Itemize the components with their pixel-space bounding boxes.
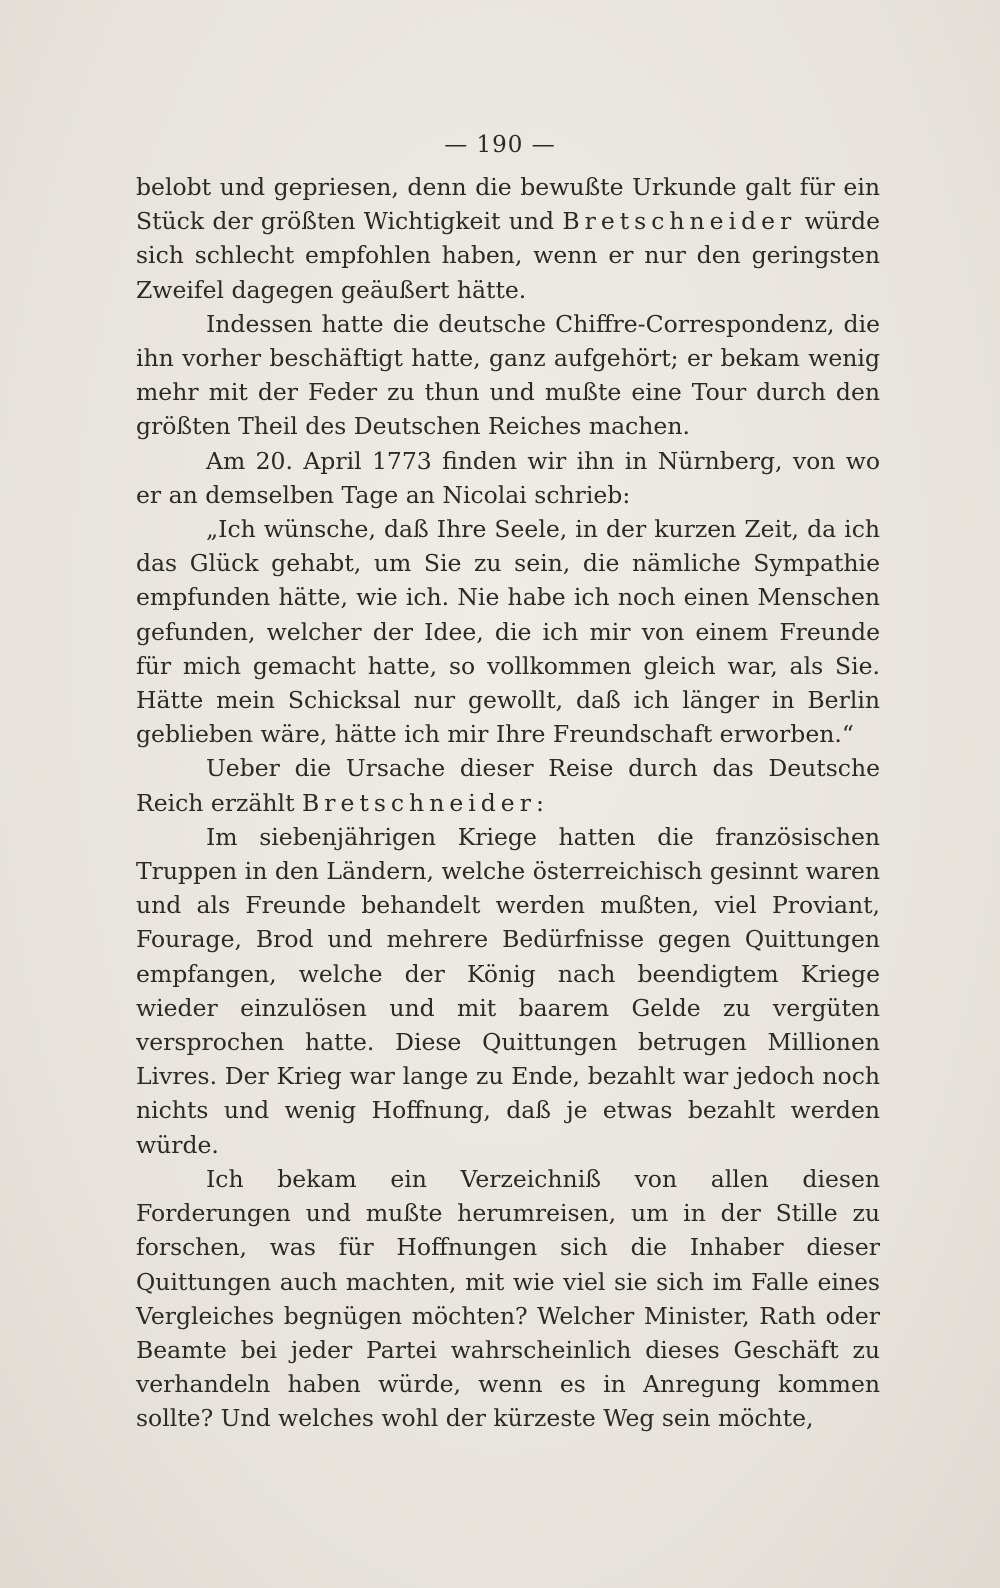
page-number: — 190 — xyxy=(444,132,556,158)
paragraph xyxy=(136,444,880,512)
paragraph-text: „Ich wünsche, daß Ihre Seele, in der kurzen Zeit, da ich das Glück gehabt, um Sie zu sein, die nämliche Sympathie empfunden hätte, wie ich. Nie habe ich noch einen Menschen gefunden, welcher der Idee, die ich mir von einem Freunde für mich gemacht hatte, so vollkommen gleich war, als Sie. Hätte mein Schicksal nur gewollt, daß ich länger in Berlin geblieben wäre, hätte ich mir Ihre Freundschaft erworben.“ xyxy=(136,515,880,749)
paragraph-text: belobt und gepriesen, denn die bewußte Urkunde galt für ein Stück der größten Wichtigkeit und xyxy=(136,173,880,236)
spaced-name: Bretschneider xyxy=(562,207,797,236)
paragraph-text: : xyxy=(535,788,544,817)
paragraph-text: Im siebenjährigen Kriege hatten die französischen Truppen in den Ländern, welche österreichisch gesinnt waren und als Freunde behandelt werden mußten, viel Proviant, Fourage, Brod und mehrere Bedürfnisse gegen Quittungen empfangen, welche der König nach beendigtem Kriege wieder einzulösen und mit baarem Gelde zu vergüten versprochen hatte. Diese Quittungen betrugen Millionen Livres. Der Krieg war lange zu Ende, bezahlt war jedoch noch nichts und wenig Hoffnung, daß je etwas bezahlt werden würde. xyxy=(136,822,880,1159)
paragraph-text: Ueber die Ursache dieser Reise durch das Deutsche Reich erzählt xyxy=(136,754,880,817)
paragraph xyxy=(136,307,880,444)
body-text xyxy=(136,170,880,1436)
spaced-name: Bretschneider xyxy=(301,788,536,817)
paragraph xyxy=(136,1162,880,1436)
paragraph-text: Am 20. April 1773 finden wir ihn in Nürnberg, von wo er an demselben Tage an Nicolai schrieb: xyxy=(136,446,880,509)
paragraph-text: Indessen hatte die deutsche Chiffre-Correspondenz, die ihn vorher beschäftigt hatte, ganz aufgehört; er bekam wenig mehr mit der Feder zu thun und mußte eine Tour durch den größten Theil des Deutschen Reiches machen. xyxy=(136,309,880,441)
paragraph-text: würde sich schlecht empfohlen haben, wenn er nur den geringsten Zweifel dagegen geäußert hätte. xyxy=(136,207,880,304)
paragraph xyxy=(136,170,880,307)
paragraph-text: Ich bekam ein Verzeichniß von allen diesen Forderungen und mußte herumreisen, um in der Stille zu forschen, was für Hoffnungen sich die Inhaber dieser Quittungen auch machten, mit wie viel sie sich im Falle eines Vergleiches begnügen möchten? Welcher Minister, Rath oder Beamte bei jeder Partei wahrscheinlich dieses Geschäft zu verhandeln haben würde, wenn es in Anregung kommen sollte? Und welches wohl der kürzeste Weg sein möchte, xyxy=(136,1164,880,1433)
paragraph xyxy=(136,820,880,1162)
paragraph xyxy=(136,512,880,751)
paragraph xyxy=(136,751,880,819)
